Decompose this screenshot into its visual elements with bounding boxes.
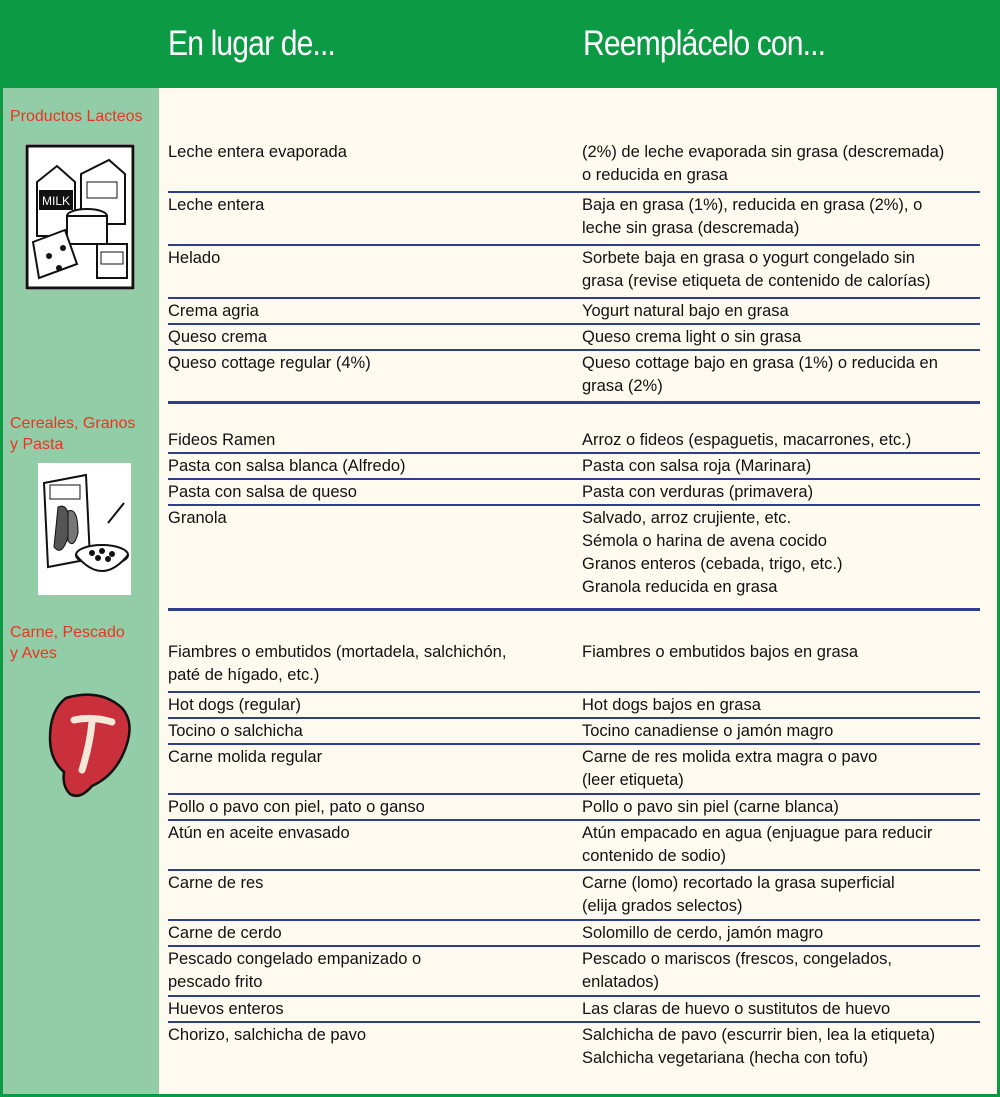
cell-line: contenido de sodio) [582,847,727,865]
replacement-item-cell [582,694,761,717]
cell-line: enlatados) [582,973,660,991]
original-item-cell [168,507,227,530]
replacement-item-cell [582,194,922,240]
replacement-item-cell [582,720,833,743]
cell-line: Carne molida regular [168,748,323,766]
cell-line: Queso crema [168,328,268,346]
row-divider [168,478,980,480]
original-item-cell [168,720,303,743]
t-bone-steak-icon [40,690,140,802]
original-item-cell [168,247,220,270]
row-divider [168,919,980,921]
replacement-item-cell [582,300,789,323]
cell-line: Yogurt natural bajo en grasa [582,302,789,320]
cell-line: Las claras de huevo o sustitutos de huevo [582,1000,891,1018]
cell-line: Atún empacado en agua (enjuague para reducir [582,824,933,842]
replacement-item-cell [582,948,892,994]
cell-line: grasa (revise etiqueta de contenido de calorías) [582,272,931,290]
replacement-item-cell [582,796,839,819]
cell-line: Helado [168,249,221,267]
cell-line: Leche entera evaporada [168,143,347,161]
section-divider [168,608,980,611]
original-item-cell [168,948,421,994]
cell-line: (leer etiqueta) [582,771,684,789]
cell-line: Leche entera [168,196,265,214]
category-label-cereals [10,413,135,455]
cell-line: (2%) de leche evaporada sin grasa (descremada) [582,143,945,161]
category-label-dairy [10,106,143,127]
row-divider [168,191,980,193]
cell-line: Carne de cerdo [168,924,282,942]
cell-line: Sorbete baja en grasa o yogurt congelado sin [582,249,915,267]
cell-line: Pollo o pavo sin piel (carne blanca) [582,798,839,816]
row-divider [168,297,980,299]
cell-line: Pasta con salsa blanca (Alfredo) [168,457,406,475]
table-header [0,0,1000,88]
original-item-cell [168,746,322,769]
original-item-cell [168,352,371,375]
original-item-cell [168,429,275,452]
row-divider [168,1021,980,1023]
original-item-cell [168,872,263,895]
cell-line: Solomillo de cerdo, jamón magro [582,924,824,942]
cell-line: o reducida en grasa [582,166,728,184]
cereal-bowl-icon [38,463,131,595]
cell-line: Baja en grasa (1%), reducida en grasa (2%), o [582,196,923,214]
row-divider [168,945,980,947]
original-item-cell [168,455,406,478]
original-item-cell [168,922,282,945]
original-item-cell [168,796,425,819]
cell-line: Carne de res [168,874,264,892]
row-divider [168,819,980,821]
row-divider [168,743,980,745]
cell-line: Fideos Ramen [168,431,276,449]
header-left: En lugar de... [168,24,336,63]
replacement-item-cell [582,455,811,478]
row-divider [168,452,980,454]
cell-line: leche sin grasa (descremada) [582,219,800,237]
cell-line: Queso crema light o sin grasa [582,328,802,346]
original-item-cell [168,822,350,845]
category-label-line: Cereales, Granos [10,415,136,432]
cell-line: Salchicha vegetariana (hecha con tofu) [582,1049,869,1067]
cell-line: Tocino canadiense o jamón magro [582,722,834,740]
cell-line: Pescado congelado empanizado o [168,950,422,968]
cell-line: grasa (2%) [582,377,663,395]
cell-line: Salchicha de pavo (escurrir bien, lea la etiqueta) [582,1026,936,1044]
original-item-cell [168,1024,366,1047]
cell-line: Granos enteros (cebada, trigo, etc.) [582,555,843,573]
replacement-item-cell [582,481,813,504]
cell-line: Arroz o fideos (espaguetis, macarrones, etc.) [582,431,912,449]
cell-line: Carne (lomo) recortado la grasa superficial [582,874,895,892]
replacement-item-cell [582,326,801,349]
cell-line: Crema agria [168,302,259,320]
cell-line: Queso cottage bajo en grasa (1%) o reducida en [582,354,938,372]
cell-line: Pollo o pavo con piel, pato o ganso [168,798,425,816]
row-divider [168,349,980,351]
original-item-cell [168,694,301,717]
cell-line: Chorizo, salchicha de pavo [168,1026,367,1044]
replacement-item-cell [582,746,877,792]
replacement-item-cell [582,247,931,293]
cell-line: Tocino o salchicha [168,722,303,740]
original-item-cell [168,141,347,164]
replacement-item-cell [582,352,938,398]
cell-line: Queso cottage regular (4%) [168,354,371,372]
cell-line: Carne de res molida extra magra o pavo [582,748,878,766]
replacement-item-cell [582,429,911,452]
cell-line: (elija grados selectos) [582,897,743,915]
cell-line: Sémola o harina de avena cocido [582,532,827,550]
cell-line: Salvado, arroz crujiente, etc. [582,509,792,527]
row-divider [168,244,980,246]
cell-line: Fiambres o embutidos bajos en grasa [582,643,859,661]
cell-line: Pasta con verduras (primavera) [582,483,814,501]
row-divider [168,691,980,693]
cell-line: Granola [168,509,227,527]
row-divider [168,504,980,506]
replacement-item-cell [582,872,895,918]
row-divider [168,995,980,997]
replacement-item-cell [582,141,944,187]
cell-line: Hot dogs bajos en grasa [582,696,761,714]
replacement-item-cell [582,1024,935,1070]
header-right: Reemplácelo con... [583,24,826,63]
cell-line: paté de hígado, etc.) [168,666,320,684]
cell-line: Granola reducida en grasa [582,578,778,596]
cell-line: Pescado o mariscos (frescos, congelados, [582,950,892,968]
section-divider [168,401,980,404]
original-item-cell [168,998,284,1021]
cell-line: Atún en aceite envasado [168,824,350,842]
dairy-products-icon [25,144,135,290]
row-divider [168,869,980,871]
row-divider [168,717,980,719]
replacement-item-cell [582,641,858,664]
original-item-cell [168,300,259,323]
replacement-item-cell [582,922,823,945]
cell-line: Pasta con salsa de queso [168,483,357,501]
category-label-line: y Pasta [10,436,64,453]
category-label-line: Carne, Pescado [10,624,125,641]
row-divider [168,793,980,795]
cell-line: Huevos enteros [168,1000,284,1018]
original-item-cell [168,194,264,217]
row-divider [168,323,980,325]
original-item-cell [168,326,267,349]
category-label-meat [10,622,125,664]
cell-line: pescado frito [168,973,263,991]
original-item-cell [168,481,357,504]
cell-line: Fiambres o embutidos (mortadela, salchichón, [168,643,507,661]
original-item-cell [168,641,506,687]
category-label-line: y Aves [10,645,57,662]
replacement-item-cell [582,507,842,599]
category-label-line: Productos Lacteos [10,108,143,125]
replacement-item-cell [582,822,932,868]
cell-line: Pasta con salsa roja (Marinara) [582,457,812,475]
cell-line: Hot dogs (regular) [168,696,301,714]
replacement-item-cell [582,998,890,1021]
svg-text:MILK: MILK [41,194,71,208]
